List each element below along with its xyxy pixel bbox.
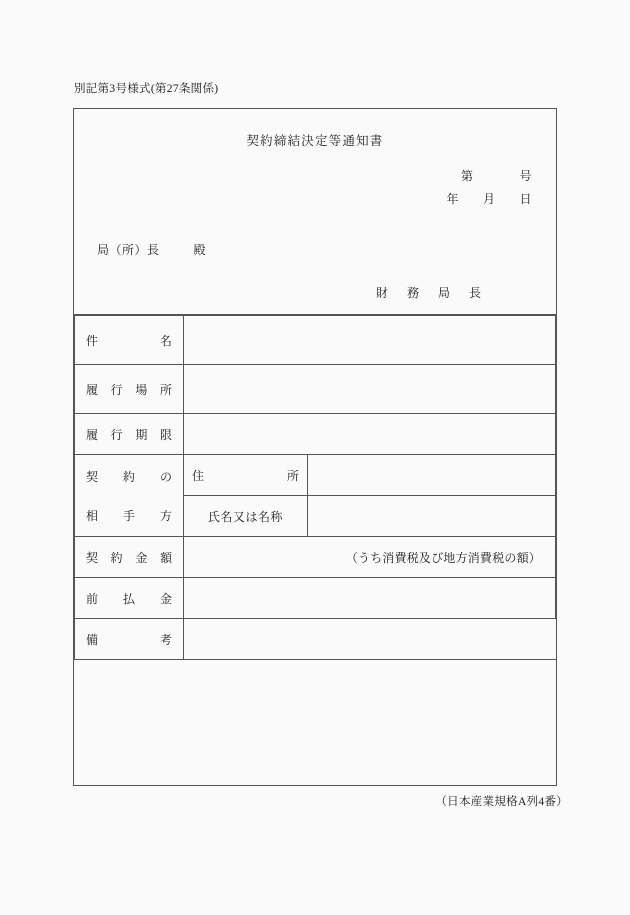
char: 約 bbox=[110, 550, 123, 565]
table-row-contract-amount bbox=[75, 537, 556, 578]
char: 契 bbox=[86, 469, 99, 484]
char: 備 bbox=[86, 632, 99, 647]
char: 限 bbox=[159, 427, 172, 442]
char: 相 bbox=[86, 508, 99, 523]
document-date-line bbox=[446, 190, 532, 207]
char: 考 bbox=[159, 632, 172, 647]
input-counterparty-address[interactable] bbox=[308, 455, 556, 496]
date-month-label: 月 bbox=[482, 192, 496, 206]
char: 契 bbox=[86, 550, 99, 565]
char: 名 bbox=[159, 333, 172, 348]
label-counterparty-line1 bbox=[86, 468, 172, 485]
char: 所 bbox=[286, 468, 299, 483]
char: 行 bbox=[110, 382, 123, 397]
table-row-open-area bbox=[75, 660, 556, 791]
char: 行 bbox=[110, 427, 123, 442]
form-frame bbox=[73, 108, 557, 786]
label-advance-payment-chars bbox=[86, 590, 172, 607]
label-cell-deadline bbox=[75, 414, 184, 455]
addressee-label: 局（所）長 bbox=[97, 243, 160, 257]
char: の bbox=[159, 469, 172, 484]
addressee-line bbox=[97, 241, 206, 258]
label-cell-remarks bbox=[75, 619, 184, 660]
open-writing-area[interactable] bbox=[75, 660, 556, 791]
label-deadline-chars bbox=[86, 426, 172, 443]
table-row-advance-payment bbox=[75, 578, 556, 619]
input-contract-amount[interactable] bbox=[184, 537, 556, 578]
label-cell-subject bbox=[75, 316, 184, 365]
table-row-counterparty-address bbox=[75, 455, 556, 496]
label-subject-chars bbox=[86, 332, 172, 349]
input-remarks[interactable] bbox=[184, 619, 556, 660]
char: 住 bbox=[192, 468, 205, 483]
form-code-label: 別記第3号様式(第27条関係) bbox=[74, 83, 219, 95]
consumption-tax-note: （うち消費税及び地方消費税の額） bbox=[345, 550, 541, 565]
document-number-suffix: 号 bbox=[519, 169, 532, 183]
label-cell-contract-amount bbox=[75, 537, 184, 578]
input-counterparty-name[interactable] bbox=[308, 496, 556, 537]
char: 履 bbox=[86, 382, 99, 397]
table-row-deadline bbox=[75, 414, 556, 455]
table-row-subject bbox=[75, 316, 556, 365]
char: 場 bbox=[135, 382, 148, 397]
char: 額 bbox=[159, 550, 172, 565]
issuer-title: 財 務 局 長 bbox=[376, 286, 485, 300]
label-cell-place bbox=[75, 365, 184, 414]
char: 金 bbox=[135, 550, 148, 565]
paper-size-note: （日本産業規格A列4番） bbox=[435, 796, 568, 808]
document-number-line bbox=[461, 167, 532, 184]
label-cell-name bbox=[184, 496, 308, 537]
label-cell-advance-payment bbox=[75, 578, 184, 619]
char: 金 bbox=[159, 591, 172, 606]
document-title: 契約締結決定等通知書 bbox=[246, 134, 384, 148]
input-place[interactable] bbox=[184, 365, 556, 414]
input-deadline[interactable] bbox=[184, 414, 556, 455]
form-field-table bbox=[74, 315, 556, 790]
char: 所 bbox=[159, 382, 172, 397]
label-place-chars bbox=[86, 381, 172, 398]
char: 件 bbox=[86, 333, 99, 348]
char: 方 bbox=[159, 508, 172, 523]
label-cell-counterparty bbox=[75, 455, 184, 537]
char: 前 bbox=[86, 591, 99, 606]
input-subject[interactable] bbox=[184, 316, 556, 365]
table-row-place bbox=[75, 365, 556, 414]
char: 期 bbox=[135, 427, 148, 442]
label-remarks-chars bbox=[86, 631, 172, 648]
table-row-remarks bbox=[75, 619, 556, 660]
label-cell-address bbox=[184, 455, 308, 496]
char: 払 bbox=[122, 591, 135, 606]
date-day-label: 日 bbox=[519, 192, 532, 206]
char: 約 bbox=[122, 469, 135, 484]
char: 手 bbox=[122, 508, 135, 523]
label-contract-amount-chars bbox=[86, 549, 172, 566]
addressee-honorific: 殿 bbox=[193, 243, 207, 257]
label-name-text: 氏名又は名称 bbox=[207, 509, 283, 524]
label-counterparty-line2 bbox=[86, 507, 172, 524]
letterhead-block bbox=[74, 109, 556, 315]
date-year-label: 年 bbox=[446, 192, 459, 206]
label-address-chars bbox=[192, 467, 299, 484]
char: 履 bbox=[86, 427, 99, 442]
input-advance-payment[interactable] bbox=[184, 578, 556, 619]
document-number-prefix: 第 bbox=[460, 169, 474, 183]
